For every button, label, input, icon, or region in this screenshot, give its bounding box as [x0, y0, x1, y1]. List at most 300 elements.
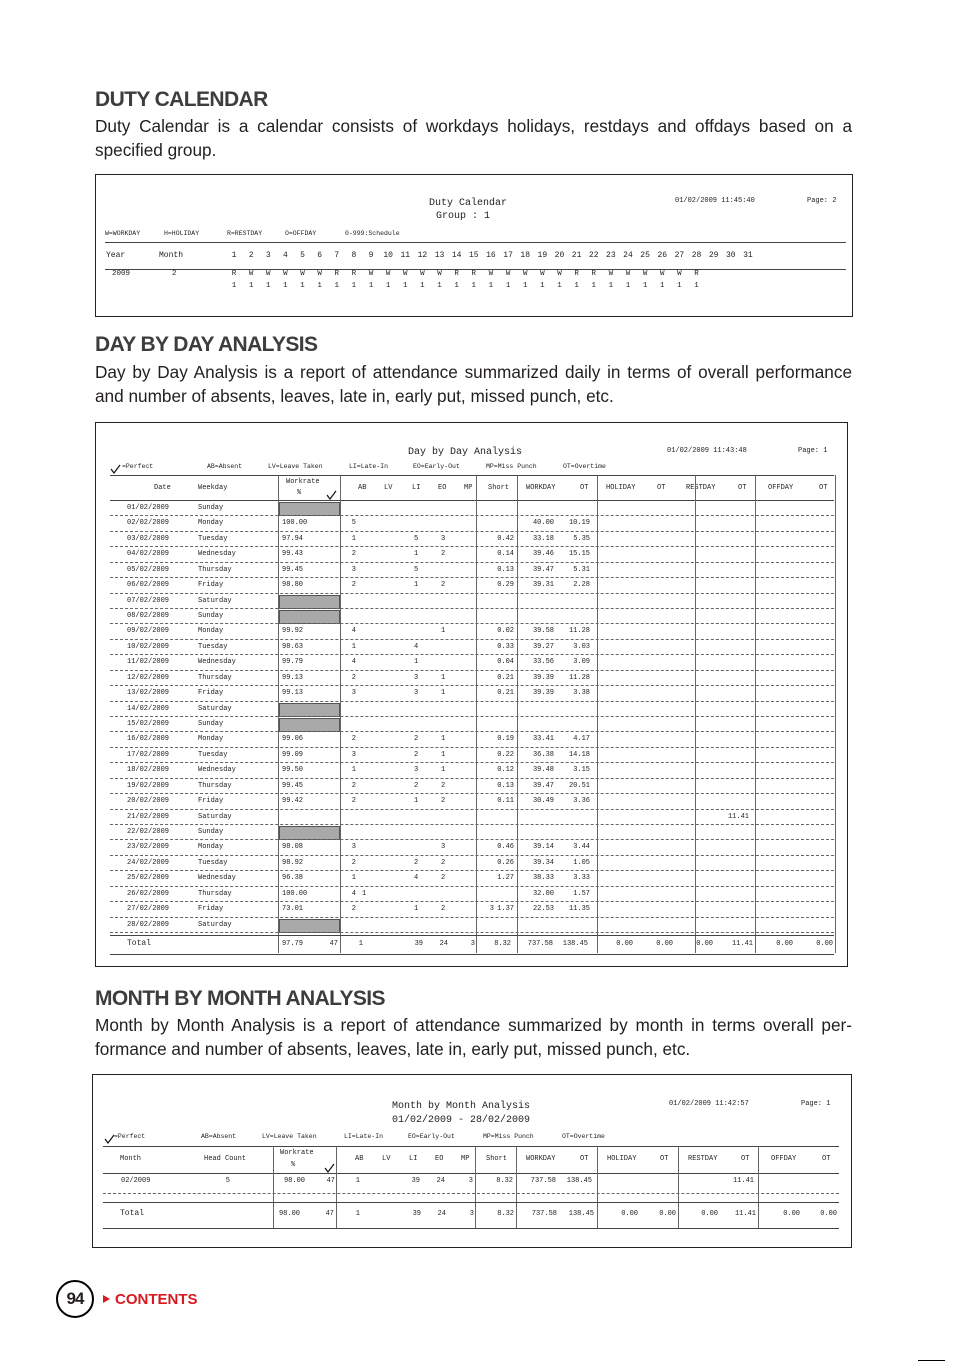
- total-restday: 0.00: [701, 1210, 718, 1218]
- row-short: 0.19: [497, 735, 514, 744]
- day-schedule: 1: [505, 282, 511, 290]
- row-workrate: 99.13: [282, 689, 304, 698]
- row-eo: 1: [441, 689, 446, 698]
- table-row: [96, 856, 847, 871]
- legend-item: MP=Miss Punch: [483, 1133, 534, 1140]
- row-workrate: 96.38: [282, 874, 304, 883]
- table-row: [96, 702, 847, 717]
- legend-item: AB=Absent: [207, 463, 243, 470]
- row-weekday: Thursday: [198, 673, 232, 682]
- legend-item: H=HOLIDAY: [164, 230, 200, 237]
- total-workday: 737.58: [527, 940, 553, 949]
- row-weekday: Wednesday: [198, 874, 236, 883]
- row-date: 01/02/2009: [127, 504, 170, 512]
- report-page: Page: 2: [807, 197, 837, 205]
- total-workday: 737.58: [531, 1210, 557, 1218]
- row-perfect: 2: [351, 550, 356, 559]
- row-separator: [110, 932, 834, 933]
- day-type-code: W: [248, 270, 254, 278]
- non-workday-shade: [279, 718, 340, 732]
- row-workday: 39.48: [532, 766, 554, 775]
- col-holiday-ot: OT: [660, 1155, 669, 1163]
- row-workday-ot: 1.05: [573, 858, 590, 867]
- legend-item: W=WORKDAY: [105, 230, 141, 237]
- row-workday: 39.27: [532, 642, 554, 651]
- col-restday: RESTDAY: [688, 1155, 718, 1163]
- non-workday-shade: [279, 502, 340, 516]
- legend-item: EO=Early-Out: [413, 463, 460, 470]
- row-weekday: Friday: [198, 797, 224, 806]
- row-workday: 39.39: [532, 689, 554, 698]
- day-type-code: W: [677, 270, 682, 278]
- row-workrate: 98.92: [282, 858, 304, 867]
- legend-item: 0-999:Schedule: [345, 230, 400, 237]
- day-header: 31: [743, 251, 753, 260]
- row-workday-ot: 2.28: [573, 581, 590, 590]
- table-row: [96, 902, 847, 917]
- day-schedule: 1: [437, 282, 442, 290]
- report-timestamp: 01/02/2009 11:45:40: [675, 197, 755, 205]
- total-ab: 1: [358, 940, 363, 949]
- row-li: 3: [414, 689, 419, 698]
- row-date: 05/02/2009: [127, 565, 170, 574]
- col-mp: MP: [461, 1155, 470, 1163]
- day-schedule: 1: [557, 282, 562, 290]
- total-holiday: 0.00: [621, 1210, 638, 1218]
- day-type-code: R: [351, 270, 357, 278]
- col-date: Date: [154, 484, 171, 492]
- col-restday: RESTDAY: [686, 484, 716, 492]
- report-title: Month by Month Analysis: [392, 1101, 531, 1112]
- row-perfect: 2: [351, 673, 356, 682]
- row-separator: [103, 1193, 839, 1194]
- row-date: 11/02/2009: [127, 658, 170, 667]
- row-workday: 39.39: [532, 673, 554, 682]
- row-li: 39: [411, 1177, 420, 1185]
- row-workday: 22.53: [532, 905, 554, 914]
- row-short: 0.33: [497, 642, 514, 651]
- col-workday-ot: OT: [580, 484, 589, 492]
- day-header: 4: [282, 251, 288, 260]
- col-lv: LV: [384, 484, 393, 492]
- total-offday-ot: 0.00: [820, 1210, 837, 1218]
- total-holiday-ot: 0.00: [656, 940, 673, 949]
- day-schedule: 1: [540, 282, 545, 290]
- day-schedule: 1: [334, 282, 340, 290]
- col-holiday: HOLIDAY: [606, 484, 636, 492]
- day-schedule: 1: [574, 282, 579, 290]
- col-holiday: HOLIDAY: [607, 1155, 637, 1163]
- row-eo: 1: [441, 750, 446, 759]
- row-eo: 2: [441, 781, 446, 790]
- row-date: 21/02/2009: [127, 812, 170, 821]
- legend-item: MP=Miss Punch: [486, 463, 537, 470]
- row-workday-ot: 4.17: [573, 735, 590, 744]
- row-eo: 24: [436, 1177, 445, 1185]
- report-timestamp: 01/02/2009 11:43:48: [667, 447, 747, 455]
- day-type-code: W: [642, 270, 648, 278]
- day-schedule: 1: [694, 282, 699, 290]
- row-date: 08/02/2009: [127, 612, 170, 620]
- row-eo: 1: [441, 735, 446, 744]
- col-workrate: Workrate: [286, 478, 320, 486]
- row-li: 3: [414, 766, 419, 775]
- row-date: 10/02/2009: [127, 642, 170, 651]
- row-workrate: 99.92: [282, 627, 304, 636]
- report-timestamp: 01/02/2009 11:42:57: [669, 1100, 749, 1108]
- row-workday-ot: 20.51: [568, 781, 590, 790]
- row-workrate: 97.94: [282, 534, 304, 543]
- row-workday: 39.47: [532, 565, 554, 574]
- row-short: 0.12: [497, 766, 514, 775]
- row-perfect: 3: [351, 750, 356, 759]
- total-restday: 0.00: [696, 940, 713, 949]
- row-li: 1: [414, 905, 419, 914]
- month-by-month-description: Month by Month Analysis is a report of attendance summarized by month in terms overall per-formance and number of absents, leaves, late in, early put, missed punch, etc.: [95, 1015, 852, 1059]
- col-offday-ot: OT: [819, 484, 828, 492]
- total-label: Total: [120, 1209, 145, 1218]
- col-short: Short: [488, 484, 510, 492]
- day-header: 13: [434, 251, 445, 260]
- legend-item: O=OFFDAY: [285, 230, 317, 237]
- row-eo: 2: [441, 797, 446, 806]
- row-workday: 39.58: [532, 627, 554, 636]
- day-header: 25: [640, 251, 650, 260]
- day-type-code: W: [300, 270, 305, 278]
- day-type-code: W: [522, 270, 528, 278]
- duty-calendar-report: [95, 174, 853, 317]
- col-eo: EO: [438, 484, 447, 492]
- day-schedule: 1: [642, 282, 648, 290]
- total-row: [96, 937, 847, 953]
- total-perfect: 47: [329, 940, 338, 949]
- row-li: 4: [414, 874, 419, 883]
- total-holiday-ot: 0.00: [659, 1210, 676, 1218]
- row-date: 16/02/2009: [127, 735, 170, 744]
- row-perfect: 2: [351, 581, 356, 590]
- row-head-count: 5: [225, 1177, 230, 1185]
- row-date: 02/02/2009: [127, 519, 170, 528]
- row-date: 27/02/2009: [127, 905, 170, 914]
- day-header: 15: [469, 251, 479, 260]
- table-row: [96, 516, 847, 531]
- total-mp: 3: [470, 940, 475, 949]
- month-by-month-heading: MONTH BY MONTH ANALYSIS: [95, 987, 385, 1010]
- day-header: 28: [691, 251, 702, 260]
- row-li: 2: [414, 858, 419, 867]
- row-workday-ot: 11.28: [568, 627, 590, 636]
- row-workday: 32.00: [532, 889, 554, 898]
- row-date: 22/02/2009: [127, 828, 170, 837]
- table-row: [96, 655, 847, 670]
- row-perfect: 2: [351, 905, 356, 914]
- row-restday-ot: 11.41: [727, 812, 749, 821]
- row-workday: 33.56: [532, 658, 554, 667]
- non-workday-shade: [279, 703, 340, 717]
- col-holiday-ot: OT: [657, 484, 666, 492]
- row-weekday: Thursday: [198, 565, 232, 574]
- contents-link[interactable]: [103, 1291, 198, 1308]
- row-mp: 3: [468, 1177, 473, 1185]
- row-eo: 1: [441, 673, 446, 682]
- day-schedule: 1: [420, 282, 425, 290]
- total-workday-ot: 138.45: [568, 1210, 594, 1218]
- row-workday: 30.49: [532, 797, 554, 806]
- day-type-code: R: [574, 270, 579, 278]
- day-header: 18: [520, 251, 530, 260]
- col-offday: OFFDAY: [768, 484, 794, 492]
- row-li: 3: [414, 673, 419, 682]
- row-short: 0.42: [497, 534, 514, 543]
- row-perfect: 1: [351, 534, 356, 543]
- row-perfect: 1: [351, 642, 356, 651]
- total-workrate: 98.00: [278, 1210, 300, 1218]
- row-weekday: Sunday: [198, 828, 224, 837]
- row-workday-ot: 5.31: [573, 565, 590, 574]
- col-weekday: Weekday: [198, 484, 228, 492]
- col-head-count: Head Count: [204, 1155, 247, 1163]
- row-workrate: 100.00: [282, 889, 308, 898]
- day-type-code: W: [488, 270, 494, 278]
- total-restday-ot: 11.41: [731, 940, 753, 949]
- duty-calendar-heading: DUTY CALENDAR: [95, 88, 268, 111]
- row-month: 02/2009: [121, 1177, 151, 1185]
- table-row: [96, 794, 847, 809]
- total-offday-ot: 0.00: [816, 940, 833, 949]
- row-short: 0.14: [497, 550, 514, 559]
- row-workrate: 98.63: [282, 642, 304, 651]
- row-weekday: Thursday: [198, 781, 232, 790]
- row-eo: 1: [441, 766, 446, 775]
- row-perfect: 4: [351, 658, 356, 667]
- row-workrate: 99.45: [282, 781, 304, 790]
- row-weekday: Monday: [198, 627, 224, 636]
- col-offday-ot: OT: [822, 1155, 831, 1163]
- row-workday: 38.33: [532, 874, 554, 883]
- day-header: 17: [503, 251, 513, 260]
- day-type-code: W: [283, 270, 288, 278]
- row-weekday: Friday: [198, 905, 224, 914]
- day-header: 6: [317, 251, 323, 260]
- legend-item: LV=Leave Taken: [262, 1133, 317, 1140]
- total-row: [93, 1205, 851, 1225]
- row-perfect: 5: [351, 519, 356, 528]
- total-mp: 3: [469, 1210, 474, 1218]
- row-date: 07/02/2009: [127, 596, 170, 605]
- row-short: 0.13: [497, 565, 514, 574]
- legend-item: EO=Early-Out: [408, 1133, 455, 1140]
- row-weekday: Sunday: [198, 504, 224, 512]
- row-date: 18/02/2009: [127, 766, 170, 775]
- day-schedule: 1: [283, 282, 288, 290]
- row-weekday: Saturday: [198, 596, 232, 605]
- contents-link-label: CONTENTS: [115, 1291, 198, 1308]
- table-row: [96, 594, 847, 609]
- row-workday-ot: 3.09: [573, 658, 590, 667]
- row-date: 03/02/2009: [127, 534, 170, 543]
- row-restday-ot: 11.41: [732, 1177, 754, 1185]
- table-row: [96, 840, 847, 855]
- table-row: [96, 918, 847, 933]
- row-mp: 3: [489, 905, 494, 914]
- table-row: [96, 887, 847, 902]
- total-li: 39: [412, 1210, 421, 1218]
- row-workday-ot: 3.33: [573, 874, 590, 883]
- day-type-code: R: [334, 270, 340, 278]
- row-weekday: Friday: [198, 689, 224, 698]
- non-workday-shade: [279, 610, 340, 624]
- row-short: 0.21: [497, 689, 514, 698]
- legend-item: OT=Overtime: [562, 1133, 605, 1140]
- table-row: [96, 717, 847, 732]
- row-li: 1: [414, 797, 419, 806]
- table-row: [96, 578, 847, 593]
- day-schedule: 1: [351, 282, 357, 290]
- row-workrate: 99.06: [282, 735, 304, 744]
- total-eo: 24: [437, 1210, 446, 1218]
- row-eo: 2: [441, 550, 446, 559]
- legend-item: =Perfect: [114, 1133, 146, 1140]
- table-row: [96, 779, 847, 794]
- day-header: 10: [383, 251, 393, 260]
- col-restday-ot: OT: [741, 1155, 750, 1163]
- day-schedule: 1: [403, 282, 408, 290]
- row-li: 2: [414, 781, 419, 790]
- legend-item: OT=Overtime: [563, 463, 606, 470]
- col-workrate-pct: %: [297, 489, 302, 497]
- checkmark-icon: [110, 461, 121, 479]
- row-weekday: Saturday: [198, 920, 232, 929]
- day-schedule: 1: [248, 282, 254, 290]
- day-schedule: 1: [625, 282, 631, 290]
- row-date: 26/02/2009: [127, 889, 170, 898]
- row-date: 24/02/2009: [127, 858, 170, 867]
- row-workday-ot: 3.44: [573, 843, 590, 852]
- row-workday: 39.34: [532, 858, 554, 867]
- row-workday: 33.41: [532, 735, 554, 744]
- day-schedule: 1: [368, 282, 374, 290]
- row-short: 0.21: [497, 673, 514, 682]
- day-header: 22: [588, 251, 599, 260]
- row-workrate: 99.09: [282, 750, 304, 759]
- total-label: Total: [127, 939, 152, 949]
- day-schedule: 1: [231, 282, 237, 290]
- report-date-range: 01/02/2009 - 28/02/2009: [392, 1115, 531, 1126]
- row-date: 13/02/2009: [127, 689, 170, 698]
- day-type-code: W: [437, 270, 442, 278]
- row-li: 5: [414, 565, 419, 574]
- row-perfect: 47: [326, 1177, 335, 1185]
- row-date: 15/02/2009: [127, 720, 170, 729]
- row-weekday: Monday: [198, 843, 224, 852]
- row-workrate: 98.80: [282, 581, 304, 590]
- row-date: 17/02/2009: [127, 750, 170, 759]
- day-schedule: 1: [488, 282, 494, 290]
- day-type-code: R: [694, 270, 699, 278]
- table-row: [96, 501, 847, 516]
- day-header: 5: [300, 251, 305, 260]
- col-month: Month: [120, 1155, 142, 1163]
- table-row: [93, 1174, 851, 1192]
- row-date: 09/02/2009: [127, 627, 170, 636]
- row-short: 0.13: [497, 781, 514, 790]
- row-eo: 2: [441, 905, 446, 914]
- row-short: 0.29: [497, 581, 514, 590]
- row-perfect: 3: [351, 689, 356, 698]
- row-workday: 33.18: [532, 534, 554, 543]
- day-type-code: W: [659, 270, 665, 278]
- row-perfect: 2: [351, 797, 356, 806]
- table-row: [96, 547, 847, 562]
- row-date: 20/02/2009: [127, 797, 170, 806]
- row-weekday: Monday: [198, 519, 224, 528]
- col-workrate-pct: %: [291, 1161, 296, 1169]
- row-workday-ot: 11.35: [568, 905, 590, 914]
- row-short: 0.22: [497, 750, 514, 759]
- day-schedule: 1: [677, 282, 682, 290]
- report-page: Page: 1: [801, 1100, 831, 1108]
- row-eo: 2: [441, 874, 446, 883]
- row-workrate: 100.00: [282, 519, 308, 528]
- table-row: [96, 825, 847, 840]
- play-arrow-icon: [103, 1295, 110, 1303]
- legend-item: LI=Late-In: [344, 1133, 384, 1140]
- day-header: 2: [248, 251, 254, 260]
- legend-item: AB=Absent: [201, 1133, 237, 1140]
- day-schedule: 1: [522, 282, 528, 290]
- col-restday-ot: OT: [738, 484, 747, 492]
- row-weekday: Saturday: [198, 812, 232, 821]
- row-date: 12/02/2009: [127, 673, 170, 682]
- day-header: 19: [537, 251, 548, 260]
- day-type-code: W: [505, 270, 511, 278]
- row-workday-ot: 3.03: [573, 642, 590, 651]
- table-row: [96, 763, 847, 778]
- total-holiday: 0.00: [616, 940, 633, 949]
- col-li: LI: [412, 484, 421, 492]
- row-workday-ot: 10.19: [568, 519, 590, 528]
- row-workday: 36.38: [532, 750, 554, 759]
- row-workrate: 99.45: [282, 565, 304, 574]
- row-weekday: Monday: [198, 735, 224, 744]
- table-row: [96, 686, 847, 701]
- year-value: 2009: [112, 270, 131, 278]
- duty-calendar-description: Duty Calendar is a calendar consists of workdays holidays, restdays and offdays based on a specified group.: [95, 116, 852, 160]
- day-schedule: 1: [385, 282, 391, 290]
- row-workday-ot: 5.35: [573, 534, 590, 543]
- day-header: 16: [486, 251, 496, 260]
- row-perfect: 2: [351, 858, 356, 867]
- col-lv: LV: [382, 1155, 391, 1163]
- row-li: 1: [414, 581, 419, 590]
- row-weekday: Sunday: [198, 612, 224, 620]
- day-header: 24: [623, 251, 633, 260]
- col-offday: OFFDAY: [771, 1155, 797, 1163]
- table-row: [96, 810, 847, 825]
- total-perfect: 47: [325, 1210, 334, 1218]
- row-weekday: Sunday: [198, 720, 224, 729]
- day-header: 20: [554, 251, 565, 260]
- row-workday: 40.00: [532, 519, 554, 528]
- day-type-code: W: [625, 270, 631, 278]
- day-type-code: R: [454, 270, 459, 278]
- row-workday-ot: 138.45: [566, 1177, 592, 1185]
- day-header: 1: [231, 251, 237, 260]
- day-header: 29: [708, 251, 719, 260]
- day-type-code: W: [420, 270, 425, 278]
- row-workrate: 99.42: [282, 797, 304, 806]
- row-perfect: 1: [351, 766, 356, 775]
